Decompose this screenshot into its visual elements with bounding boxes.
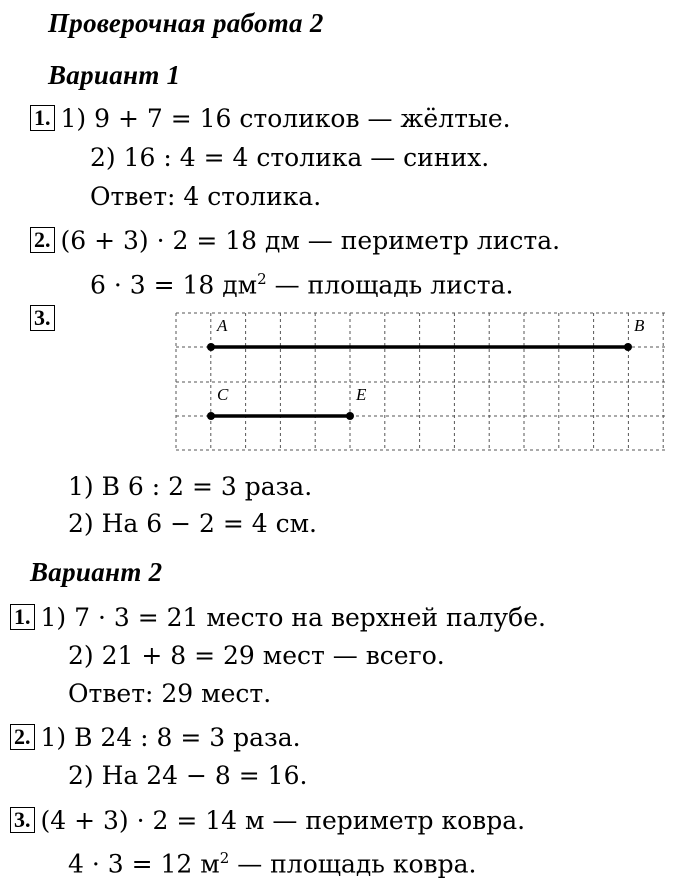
v2-task1-answer: Ответ: 29 мест. bbox=[68, 679, 272, 708]
worksheet-title: Проверочная работа 2 bbox=[48, 8, 324, 38]
v2-task3-number: 3. bbox=[10, 807, 35, 833]
v1-task2-area-a: 6 · 3 = 18 дм bbox=[90, 270, 258, 300]
v2-task1-line2: 2) 21 + 8 = 29 мест — всего. bbox=[68, 641, 445, 670]
v2-task2-text1: 1) В 24 : 8 = 3 раза. bbox=[40, 723, 301, 752]
v1-task2-area-sup: 2 bbox=[257, 270, 267, 288]
point-b bbox=[624, 343, 632, 351]
v2-task1-number: 1. bbox=[10, 604, 35, 630]
label-c: C bbox=[217, 385, 229, 404]
v1-task1-text1: 1) 9 + 7 = 16 столиков — жёлтые. bbox=[60, 104, 511, 133]
v2-task1-text1: 1) 7 · 3 = 21 место на верхней палубе. bbox=[40, 603, 546, 632]
v2-task3-text1: (4 + 3) · 2 = 14 м — периметр ковра. bbox=[40, 806, 526, 835]
point-c bbox=[207, 412, 215, 420]
v2-task2-line2: 2) На 24 − 8 = 16. bbox=[68, 761, 308, 790]
v2-task3-line2 bbox=[68, 843, 476, 879]
v1-task3-line1: 1) В 6 : 2 = 3 раза. bbox=[68, 472, 313, 501]
label-a: A bbox=[217, 316, 228, 335]
point-a bbox=[207, 343, 215, 351]
v1-task2-line1 bbox=[30, 226, 560, 256]
v2-task3-area-a: 4 · 3 = 12 м bbox=[68, 849, 220, 879]
variant-2-title: Вариант 2 bbox=[30, 557, 163, 587]
v1-task3-header bbox=[30, 304, 61, 334]
label-b: B bbox=[634, 316, 645, 335]
v1-task1-line2: 2) 16 : 4 = 4 столика — синих. bbox=[90, 143, 490, 172]
v1-task2-text1: (6 + 3) · 2 = 18 дм — периметр листа. bbox=[60, 226, 561, 255]
grid-lines bbox=[176, 313, 666, 450]
segments-grid-figure bbox=[174, 312, 668, 452]
v2-task3-area-sup: 2 bbox=[219, 849, 230, 867]
v1-task1-line1 bbox=[30, 104, 511, 134]
v1-task3-number: 3. bbox=[30, 305, 55, 331]
v1-task2-area-b: — площадь листа. bbox=[266, 270, 514, 300]
v1-task1-answer: Ответ: 4 столика. bbox=[90, 182, 322, 211]
v1-task2-line2 bbox=[90, 264, 513, 300]
v2-task3-line1 bbox=[10, 806, 525, 836]
point-e bbox=[346, 412, 354, 420]
v2-task2-number: 2. bbox=[10, 724, 35, 750]
v1-task3-line2: 2) На 6 − 2 = 4 см. bbox=[68, 509, 317, 538]
v1-task2-number: 2. bbox=[30, 227, 55, 253]
v2-task1-line1 bbox=[10, 603, 546, 633]
v2-task3-area-b: — площадь ковра. bbox=[229, 849, 477, 879]
v2-task2-line1 bbox=[10, 723, 301, 753]
v1-task1-number: 1. bbox=[30, 105, 55, 131]
label-e: E bbox=[356, 385, 367, 404]
variant-1-title: Вариант 1 bbox=[48, 60, 181, 90]
